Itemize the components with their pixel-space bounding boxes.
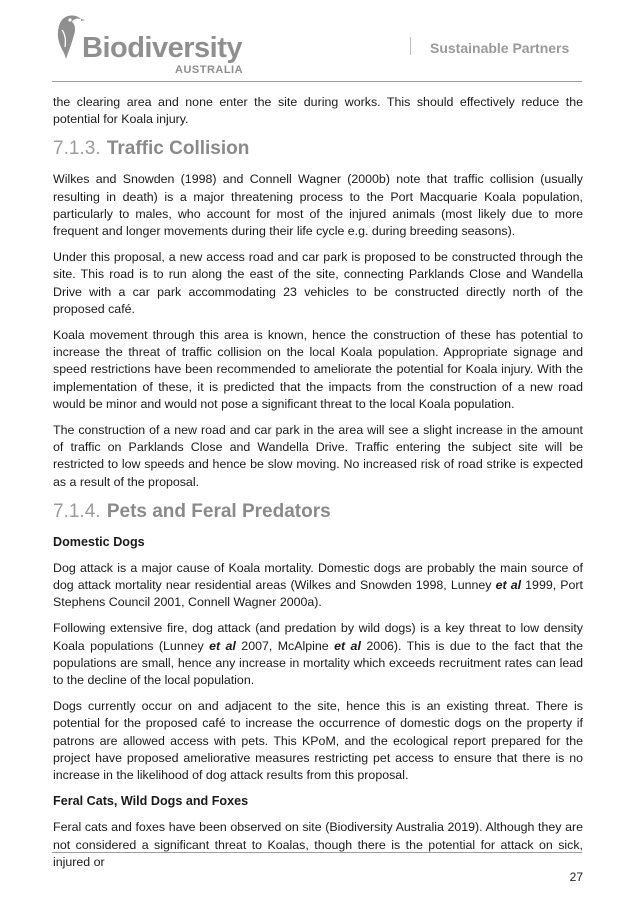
paragraph-dogs-3: Dogs currently occur on and adjacent to the site, hence this is an existing threat. There is potential for the proposed café to increase the occurrence of domestic dogs on the property if patrons are allowed access with pets. This KPoM, and the ecological report prepared for the project have proposed ameliorative measures restricting pet access to ensure that there is no increase in the likelihood of dog attack results from this proposal. (53, 699, 583, 783)
header-rule (52, 81, 582, 82)
paragraph-traffic-4: The construction of a new road and car park in the area will see a slight increase in the amount of traffic on Parklands Close and Wandella Drive. Traffic entering the subject site will be restricted to low speeds and hence be slow moving. No increased risk of road strike is expected as a result of the proposal. (53, 423, 583, 489)
paragraph-feral-1: Feral cats and foxes have been observed on site (Biodiversity Australia 2019). Although they are not considered a significant threat to Koalas, though there is the potential for attack on sick, injured or (53, 820, 583, 869)
page-header (0, 0, 636, 82)
section-title: Traffic Collision (106, 138, 250, 160)
biodiversity-australia-logo (50, 12, 250, 76)
emphasis-et-al: et al (334, 638, 361, 653)
paragraph-traffic-2: Under this proposal, a new access road and car park is proposed to be constructed through the site. This road is to run along the east of the site, connecting Parklands Close and Wandella Drive with a car park accommodating 23 vehicles to be constructed directly north of the proposed café. (53, 250, 583, 316)
heading-pets-feral-predators (53, 500, 583, 523)
paragraph-traffic-1: Wilkes and Snowden (1998) and Connell Wagner (2000b) note that traffic collision (usually resulting in death) is a major threatening process to the Port Macquarie Koala population, particularly to males, who account for most of the injured animals (most likely due to more frequent and longer movements during their life cycle e.g. during breeding seasons). (53, 172, 583, 239)
text-run: 1999, Port Stephens Council 2001, Connell Wagner 2000a). (53, 578, 584, 610)
bird-logo-icon (50, 12, 86, 62)
paragraph-dogs-2 (53, 620, 583, 689)
text-run: Following extensive fire, dog attack (and predation by wild dogs) is a key threat to low density Koala populations (Lunney (53, 621, 583, 653)
emphasis-et-al: et al (495, 578, 522, 593)
text-run: Dog attack is a major cause of Koala mortality. Domestic dogs are probably the main source of dog attack mortality near residential areas (Wilkes and Snowden 1998, Lunney (53, 560, 583, 593)
section-number: 7.1.4. (53, 500, 101, 522)
section-number: 7.1.3. (53, 138, 101, 160)
heading-traffic-collision (53, 137, 583, 160)
page-number: 27 (569, 870, 583, 884)
paragraph-dogs-1 (53, 560, 583, 612)
footer-rule (52, 852, 582, 853)
header-divider (410, 37, 411, 55)
text-run: 2007, McAlpine (235, 638, 335, 653)
document-body (53, 94, 583, 880)
paragraph-traffic-3: Koala movement through this area is known, hence the construction of these has potential to increase the threat of traffic collision on the local Koala population. Appropriate signage and speed restrictions have been recommended to ameliorate the potential for Koala injury. With the implementation of these, it is predicted that the impacts from the construction of a new road would be minor and would not pose a significant threat to the local Koala population. (53, 328, 583, 411)
partner-label: Sustainable Partners (430, 40, 570, 56)
logo-title: Biodiversity (82, 32, 242, 64)
section-title: Pets and Feral Predators (106, 500, 331, 522)
emphasis-et-al: et al (209, 638, 236, 653)
text-run: 2006). This is due to the fact that the populations are small, hence any increase in mortality which exceeds recruitment rates can lead to the decline of the local population. (53, 638, 584, 688)
paragraph-intro: the clearing area and none enter the site during works. This should effectively reduce the potential for Koala injury. (53, 95, 583, 127)
logo-subtitle: AUSTRALIA (175, 64, 244, 76)
subheading-domestic-dogs: Domestic Dogs (53, 534, 145, 549)
subheading-feral-cats: Feral Cats, Wild Dogs and Foxes (53, 794, 249, 809)
